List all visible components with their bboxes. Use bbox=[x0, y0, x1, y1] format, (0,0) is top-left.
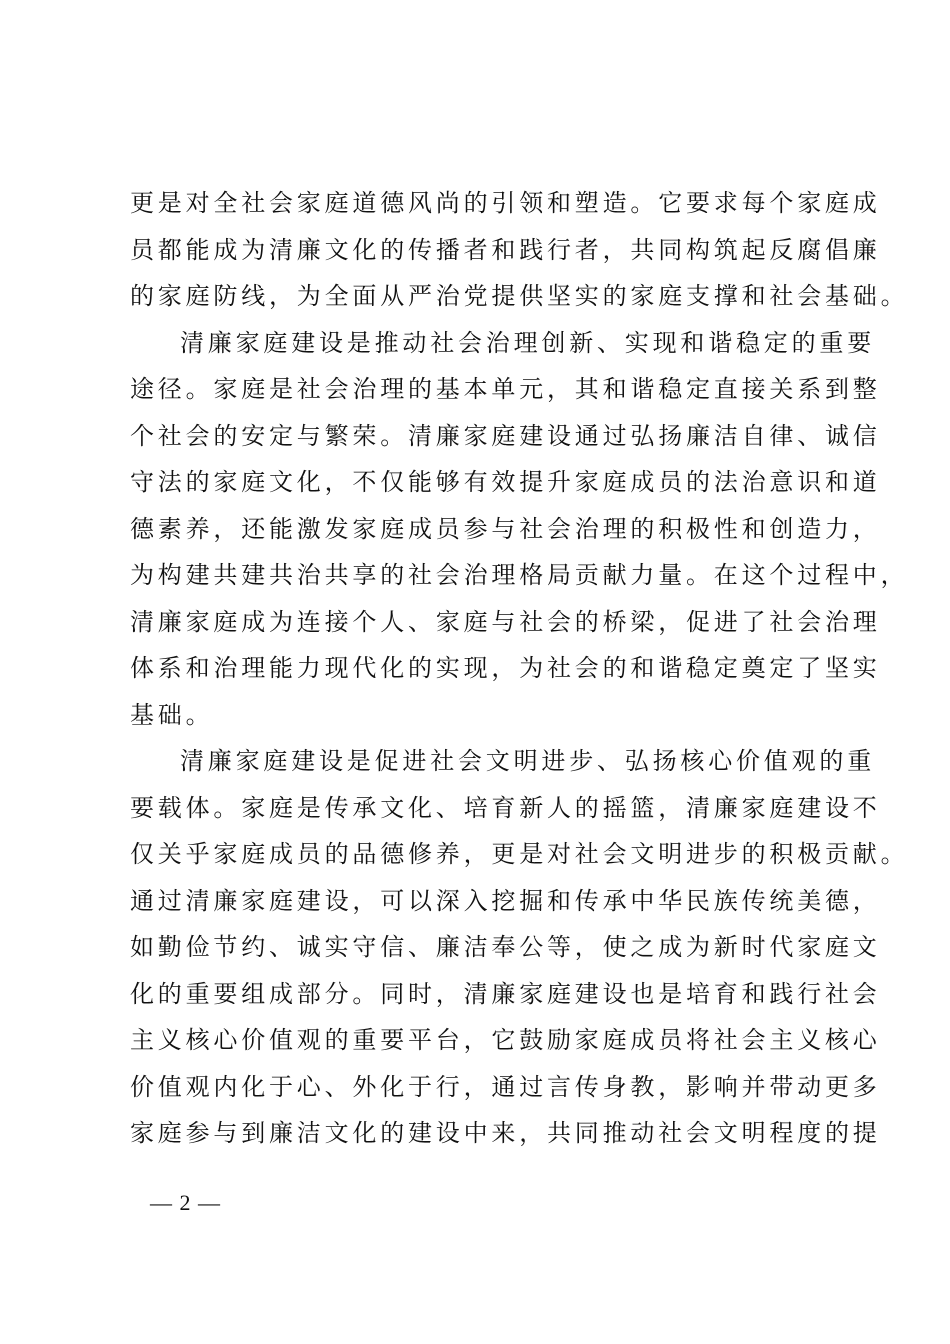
text-line: 清廉家庭成为连接个人、家庭与社会的桥梁，促进了社会治理 bbox=[130, 607, 881, 636]
body-text bbox=[130, 180, 909, 1157]
text-line: 基础。 bbox=[130, 700, 214, 729]
text-line: 员都能成为清廉文化的传播者和践行者，共同构筑起反腐倡廉 bbox=[130, 235, 881, 264]
text-line: 要载体。家庭是传承文化、培育新人的摇篮，清廉家庭建设不 bbox=[130, 793, 881, 822]
text-line: 化的重要组成部分。同时，清廉家庭建设也是培育和践行社会 bbox=[130, 979, 881, 1008]
text-line: 个社会的安定与繁荣。清廉家庭建设通过弘扬廉洁自律、诚信 bbox=[130, 421, 881, 450]
text-line: 清廉家庭建设是推动社会治理创新、实现和谐稳定的重要 bbox=[180, 328, 875, 357]
page-number: — 2 — bbox=[150, 1190, 221, 1215]
text-line: 仅关乎家庭成员的品德修养，更是对社会文明进步的积极贡献。 bbox=[130, 840, 909, 868]
text-line: 体系和治理能力现代化的实现，为社会的和谐稳定奠定了坚实 bbox=[130, 654, 881, 682]
paragraph-3 bbox=[130, 738, 909, 1157]
text-line: 家庭参与到廉洁文化的建设中来，共同推动社会文明程度的提 bbox=[130, 1119, 881, 1147]
text-line: 价值观内化于心、外化于行，通过言传身教，影响并带动更多 bbox=[130, 1072, 881, 1101]
text-line: 的家庭防线，为全面从严治党提供坚实的家庭支撑和社会基础。 bbox=[130, 282, 909, 310]
text-line: 主义核心价值观的重要平台，它鼓励家庭成员将社会主义核心 bbox=[130, 1026, 881, 1054]
text-line: 为构建共建共治共享的社会治理格局贡献力量。在这个过程中， bbox=[130, 561, 909, 589]
text-line: 途径。家庭是社会治理的基本单元，其和谐稳定直接关系到整 bbox=[130, 375, 881, 403]
paragraph-1 bbox=[130, 180, 909, 320]
text-line: 守法的家庭文化，不仅能够有效提升家庭成员的法治意识和道 bbox=[130, 468, 881, 496]
text-line: 更是对全社会家庭道德风尚的引领和塑造。它要求每个家庭成 bbox=[130, 189, 881, 217]
text-line: 德素养，还能激发家庭成员参与社会治理的积极性和创造力， bbox=[130, 514, 881, 543]
text-line: 通过清廉家庭建设，可以深入挖掘和传承中华民族传统美德， bbox=[130, 886, 881, 915]
text-line: 清廉家庭建设是促进社会文明进步、弘扬核心价值观的重 bbox=[180, 747, 875, 775]
text-line: 如勤俭节约、诚实守信、廉洁奉公等，使之成为新时代家庭文 bbox=[130, 933, 881, 961]
paragraph-2 bbox=[130, 320, 909, 739]
